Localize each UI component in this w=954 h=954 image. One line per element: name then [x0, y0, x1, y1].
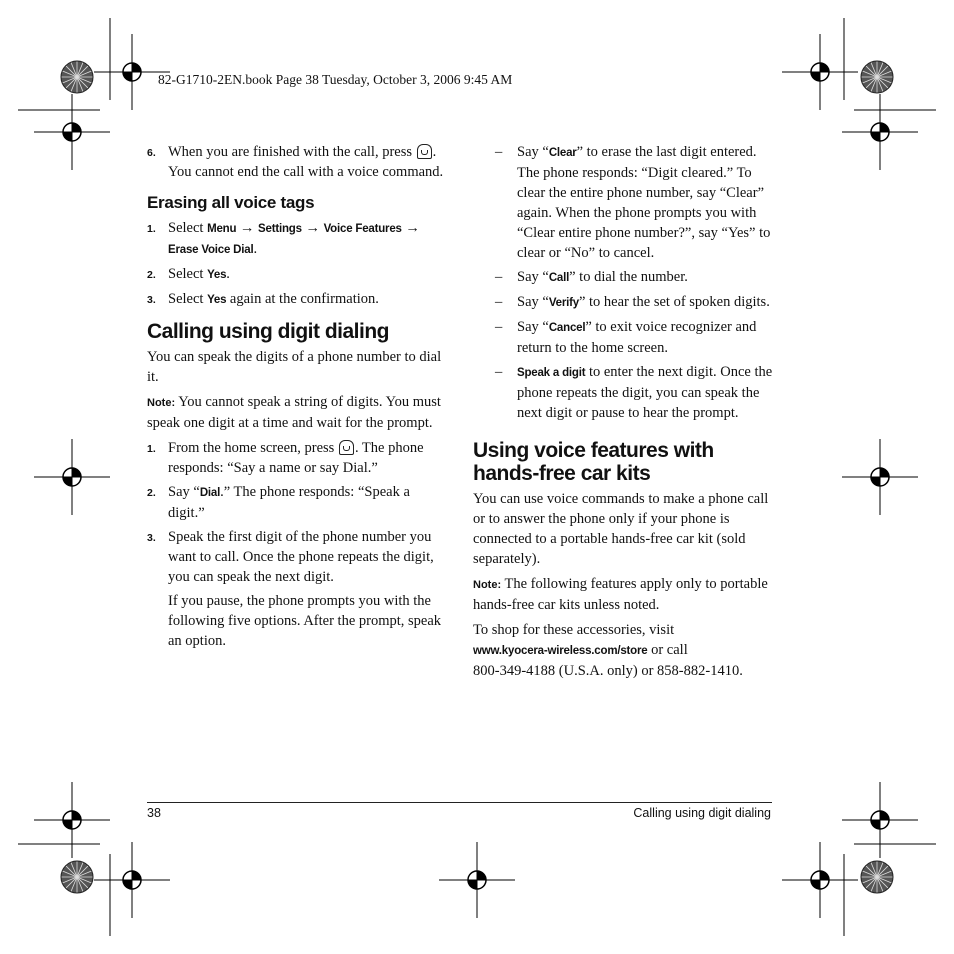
- menu-label: Menu: [207, 223, 237, 235]
- erase-voice-dial-label: Erase Voice Dial: [168, 244, 254, 256]
- option-call: [473, 267, 778, 288]
- footer-rule: [147, 802, 772, 803]
- step-text: .” The phone responds: “Speak a digit.”: [168, 484, 410, 521]
- option-text: to enter the next digit. Once the phone repeats the digit, you can speak the next digit or pause to hear the prompt.: [517, 364, 773, 421]
- page-number: 38: [147, 806, 161, 820]
- step-text: . The phone responds: “Say a name or say Dial.”: [168, 440, 424, 476]
- digit-step-3: [147, 527, 447, 651]
- hands-free-note: [473, 574, 778, 615]
- book-header: 82-G1710-2EN.book Page 38 Tuesday, October 3, 2006 9:45 AM: [158, 72, 513, 87]
- cancel-label: Cancel: [548, 322, 586, 334]
- erase-step-3: [147, 289, 447, 310]
- voice-features-label: Voice Features: [323, 223, 402, 235]
- note-label: Note:: [473, 579, 502, 591]
- step-extra-text: If you pause, the phone prompts you with the following five options. After the prompt, speak an option.: [168, 593, 442, 649]
- option-text: ” to dial the number.: [569, 269, 688, 285]
- section-heading-hands-free: [473, 439, 778, 485]
- section-heading-digit-dialing: Calling using digit dialing: [147, 320, 389, 343]
- option-verify: [473, 292, 778, 313]
- arrow: →: [401, 220, 420, 236]
- digit-note: [147, 392, 447, 433]
- note-label: Note:: [147, 397, 176, 409]
- footer-section-title: Calling using digit dialing: [633, 806, 771, 820]
- arrow: →: [236, 220, 259, 236]
- phone-numbers: 800-349-4188 (U.S.A. only) or 858-882-1410.: [473, 663, 743, 679]
- step-text: When you are finished with the call, press: [168, 144, 416, 160]
- option-text: ” to exit voice recognizer and return to the home screen.: [517, 319, 757, 356]
- option-clear: [473, 142, 778, 263]
- note-text: You cannot speak a string of digits. You must speak one digit at a time and wait for the prompt.: [147, 394, 441, 431]
- dash-bullet: –: [495, 269, 503, 285]
- step-number: 1.: [147, 443, 156, 455]
- hands-free-intro: You can use voice commands to make a phone call or to answer the phone only if your phone is connected to a portable hands-free car kit (sold separately).: [473, 491, 769, 567]
- step-text: Select: [168, 220, 208, 236]
- heading-line: hands-free car kits: [473, 462, 651, 485]
- heading-line: Using voice features with: [473, 439, 714, 462]
- dash-bullet: –: [495, 364, 503, 380]
- option-text: Say “: [517, 269, 549, 285]
- section-heading-erasing: Erasing all voice tags: [147, 193, 315, 212]
- dash-bullet: –: [495, 144, 503, 160]
- talk-key-icon: [339, 440, 354, 455]
- arrow: →: [301, 220, 324, 236]
- step-number: 2.: [147, 269, 156, 281]
- dash-bullet: –: [495, 319, 503, 335]
- option-text: Say “: [517, 294, 549, 310]
- clear-label: Clear: [548, 147, 577, 159]
- right-column: [473, 142, 778, 686]
- option-text: Say “: [517, 144, 549, 160]
- step-text: From the home screen, press: [168, 440, 338, 456]
- erase-step-1: [147, 218, 447, 260]
- step-number: 2.: [147, 487, 156, 499]
- step-text: Select: [168, 266, 208, 282]
- yes-label: Yes: [207, 294, 227, 306]
- left-column: [147, 142, 447, 655]
- settings-label: Settings: [258, 223, 302, 235]
- yes-label: Yes: [207, 269, 227, 281]
- digit-step-2: [147, 482, 447, 523]
- option-speak-digit: [473, 362, 778, 423]
- step-text: Speak the first digit of the phone number you want to call. Once the phone repeats the digit, you can speak the next digit.: [168, 529, 434, 585]
- option-text: ” to hear the set of spoken digits.: [578, 294, 770, 310]
- note-text: The following features apply only to portable hands-free car kits unless noted.: [473, 576, 768, 613]
- shop-text: To shop for these accessories, visit: [473, 622, 675, 638]
- step-6: [147, 142, 447, 182]
- shop-paragraph: [473, 620, 778, 681]
- option-text: Say “: [517, 319, 549, 335]
- store-url-link[interactable]: www.kyocera-wireless.com/store: [473, 645, 648, 657]
- erase-step-2: [147, 264, 447, 285]
- dial-label: Dial: [199, 487, 221, 499]
- call-label: Call: [548, 272, 570, 284]
- step-text: .: [253, 241, 258, 257]
- dash-bullet: –: [495, 294, 503, 310]
- end-key-icon: [417, 144, 432, 159]
- step-number: 3.: [147, 294, 156, 306]
- step-text: .: [226, 266, 230, 282]
- step-number: 3.: [147, 532, 156, 544]
- option-text: ” to erase the last digit entered. The phone responds: “Digit cleared.” To clear the entire phone number, say “Clear” again. When the phone prompts you with “Clear entire phone number?”, say “Yes” to clear or “No” to cancel.: [517, 144, 771, 261]
- verify-label: Verify: [548, 297, 579, 309]
- speak-a-digit-label: Speak a digit: [517, 367, 586, 379]
- option-cancel: [473, 317, 778, 358]
- digit-intro: You can speak the digits of a phone number to dial it.: [147, 349, 442, 385]
- step-number: 6.: [147, 147, 156, 159]
- digit-step-1: [147, 438, 447, 478]
- shop-or: or call: [647, 642, 688, 658]
- step-text: . You cannot end the call with a voice command.: [168, 144, 444, 180]
- step-text: again at the confirmation.: [226, 291, 379, 307]
- step-text: Select: [168, 291, 208, 307]
- step-text: Say “: [168, 484, 200, 500]
- step-number: 1.: [147, 223, 156, 235]
